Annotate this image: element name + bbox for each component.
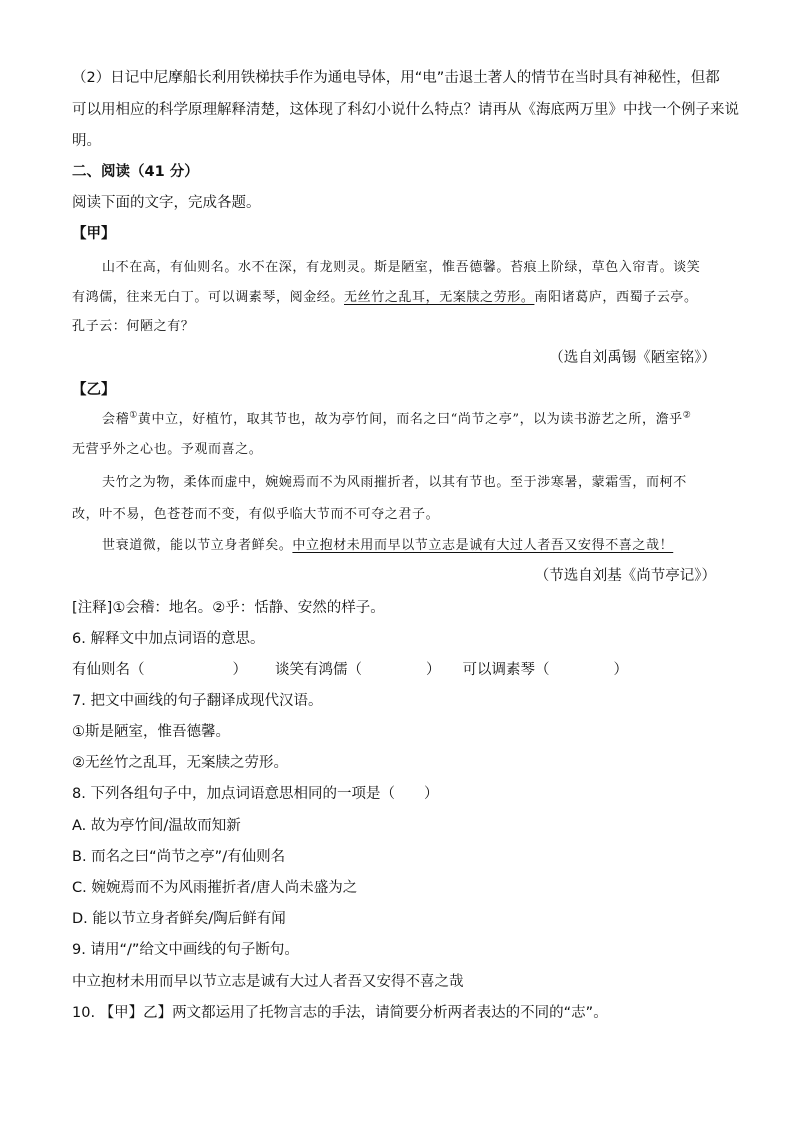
blank-close: ） [426,662,441,678]
underlined-sentence-1: 无丝竹之乱耳，无案牍之劳形。 [344,290,535,305]
prev-question-line-1: （2）日记中尼摩船长利用铁梯扶手作为通电导体，用“电”击退土著人的情节在当时具有神秘性，但都 [72,70,720,86]
question-9-text: 中立抱材未用而早以节立志是诚有大过人者吾又安得不喜之哉 [72,974,464,990]
passage-yi-text: 会稽 [102,412,130,427]
passage-yi-text: 世衰道微，能以节立身者鲜矣。 [102,538,293,553]
passage-yi-source: （节选自刘基《尚节亭记》） [534,568,716,584]
question-7-sentence-2: ②无丝竹之乱耳，无案牍之劳形。 [72,755,288,771]
passage-jia-text: 南阳诸葛庐，西蜀子云亭。 [534,290,698,305]
footnote-marker-2: ② [682,410,692,421]
passage-jia-text: 有鸿儒，往来无白丁。可以调素琴，阅金经。 [72,290,345,305]
passage-yi-p2-line-2: 改，叶不易，色苍苍而不变，有似乎临大节而不可夺之君子。 [72,507,440,522]
question-8-option-d[interactable]: D. 能以节立身者鲜矣/陶后鲜有闻 [72,911,286,927]
annotation-note: [注释]①会稽：地名。②乎：恬静、安然的样子。 [72,600,385,616]
section-heading: 二、阅读（41 分） [72,164,199,180]
passage-yi-p1-line-1 [102,410,691,430]
blank-label-b: 谈笑有鸿儒（ [275,662,362,678]
passage-jia-label: 【甲】 [72,226,116,242]
passage-jia-line-2 [72,288,698,308]
passage-jia-line-1: 山不在高，有仙则名。水不在深，有龙则灵。斯是陋室，惟吾德馨。苔痕上阶绿，草色入帘青。谈笑 [102,260,701,275]
underlined-sentence-2: 中立抱材未用而早以节立志是诚有大过人者吾又安得不喜之哉！ [292,538,674,553]
passage-jia-line-3: 孔子云：何陋之有？ [72,319,195,334]
question-8-option-c[interactable]: C. 婉婉焉而不为风雨摧折者/唐人尚未盛为之 [72,880,358,896]
blank-label-c: 可以调素琴（ [462,662,550,678]
question-8-option-a[interactable]: A. 故为亭竹间/温故而知新 [72,818,241,834]
passage-yi-p1-line-2: 无营乎外之心也。予观而喜之。 [72,442,263,457]
question-8-stem: 8. 下列各组句子中，加点词语意思相同的一项是（ ） [72,786,439,802]
passage-yi-text: 黄中立，好植竹，取其节也，故为亭竹间，而名之曰“尚节之亭”，以为读书游艺之所，澹乎 [137,412,683,427]
blank-close: ） [613,662,628,678]
question-7-stem: 7. 把文中画线的句子翻译成现代汉语。 [72,693,323,709]
question-6-blanks [72,660,628,680]
blank-label-a: 有仙则名（ [72,662,145,678]
passage-yi-p2-line-1: 夫竹之为物，柔体而虚中，婉婉焉而不为风雨摧折者，以其有节也。至于涉寒暑，蒙霜雪，而柯不 [102,475,687,490]
question-10-stem: 10. 【甲】乙】两文都运用了托物言志的手法，请简要分析两者表达的不同的“志”。 [72,1005,608,1021]
prev-question-line-2: 可以用相应的科学原理解释清楚，这体现了科幻小说什么特点？请再从《海底两万里》中找一个例子来说 [72,102,739,118]
section-instruction: 阅读下面的文字，完成各题。 [72,195,261,211]
passage-jia-source: （选自刘禹锡《陋室铭》） [549,350,716,366]
footnote-marker-1: ① [129,410,138,421]
question-6-stem: 6. 解释文中加点词语的意思。 [72,631,265,647]
blank-close: ） [232,662,247,678]
prev-question-line-3: 明。 [72,133,101,149]
passage-yi-p3 [102,536,673,556]
question-9-stem: 9. 请用“/”给文中画线的句子断句。 [72,942,299,958]
question-7-sentence-1: ①斯是陋室，惟吾德馨。 [72,724,230,740]
passage-yi-label: 【乙】 [72,382,116,398]
question-8-option-b[interactable]: B. 而名之曰“尚节之亭”/有仙则名 [72,849,286,865]
